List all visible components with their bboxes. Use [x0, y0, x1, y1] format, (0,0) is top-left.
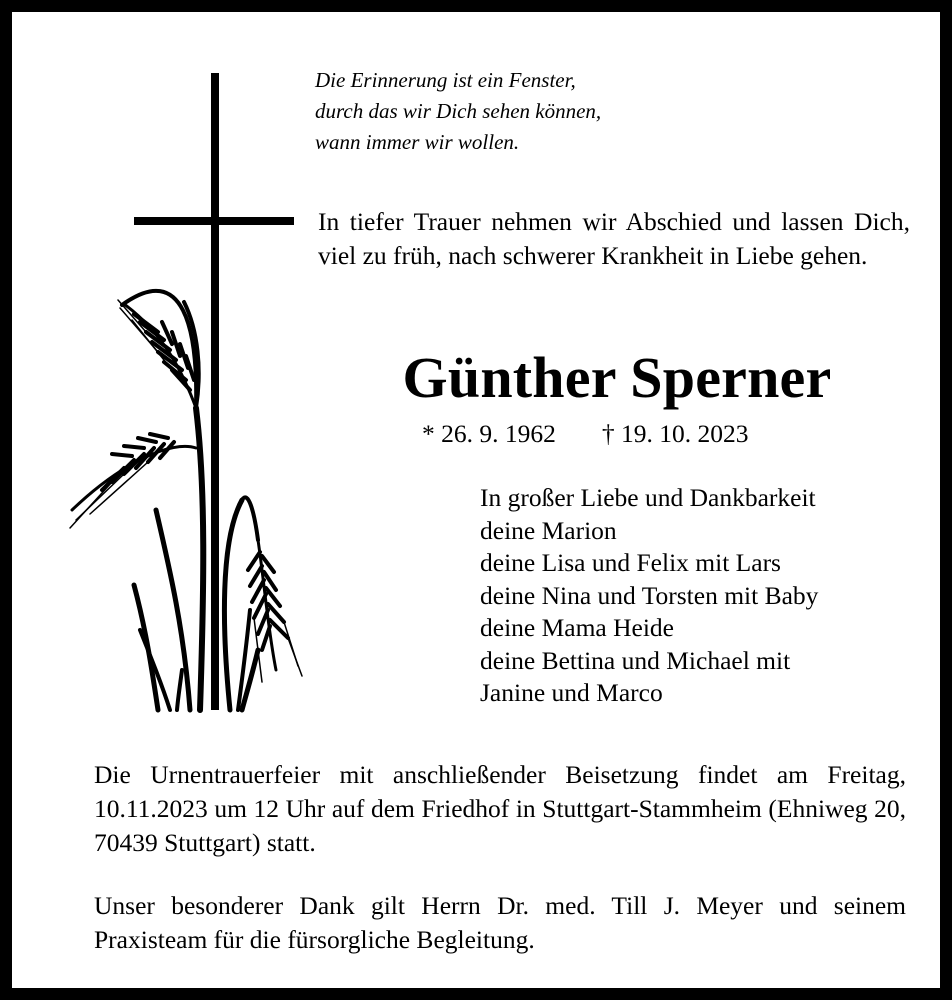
mourner-line: In großer Liebe und Dankbarkeit — [480, 483, 816, 512]
ceremony-text: Die Urnentrauerfeier mit anschließender Beisetzung findet am Freitag, 10.11.2023 um 12 Uhr auf dem Friedhof in Stuttgart-Stammheim (Ehniweg 20, 70439 Stuttgart) statt. — [94, 760, 906, 857]
deceased-name: Günther Sperner — [402, 345, 832, 410]
memorial-quote — [315, 65, 735, 158]
mourners-list — [480, 482, 930, 710]
mourner-line: deine Nina und Torsten mit Baby — [480, 580, 819, 610]
birth-date: * 26. 9. 1962 — [422, 419, 556, 448]
mourner-line: deine Mama Heide — [480, 613, 675, 642]
thanks-text: Unser besonderer Dank gilt Herrn Dr. med. Till J. Meyer und seinem Praxisteam für die fürsorgliche Begleitung. — [94, 891, 906, 954]
cross-with-wheat-icon — [62, 70, 312, 715]
mourner-line: deine Bettina und Michael mit — [480, 645, 791, 675]
quote-line: durch das wir Dich sehen können, — [315, 99, 602, 123]
mourner-line: Janine und Marco — [480, 678, 663, 707]
mourner-line: deine Marion — [480, 515, 617, 545]
mourner-line: deine Lisa und Felix mit Lars — [480, 548, 781, 577]
intro-text: In tiefer Trauer nehmen wir Abschied und lassen Dich, viel zu früh, nach schwerer Krankheit in Liebe gehen. — [318, 207, 910, 270]
quote-line: wann immer wir wollen. — [315, 130, 520, 154]
life-dates — [422, 417, 749, 451]
death-date: † 19. 10. 2023 — [601, 419, 749, 448]
quote-line: Die Erinnerung ist ein Fenster, — [315, 68, 576, 92]
